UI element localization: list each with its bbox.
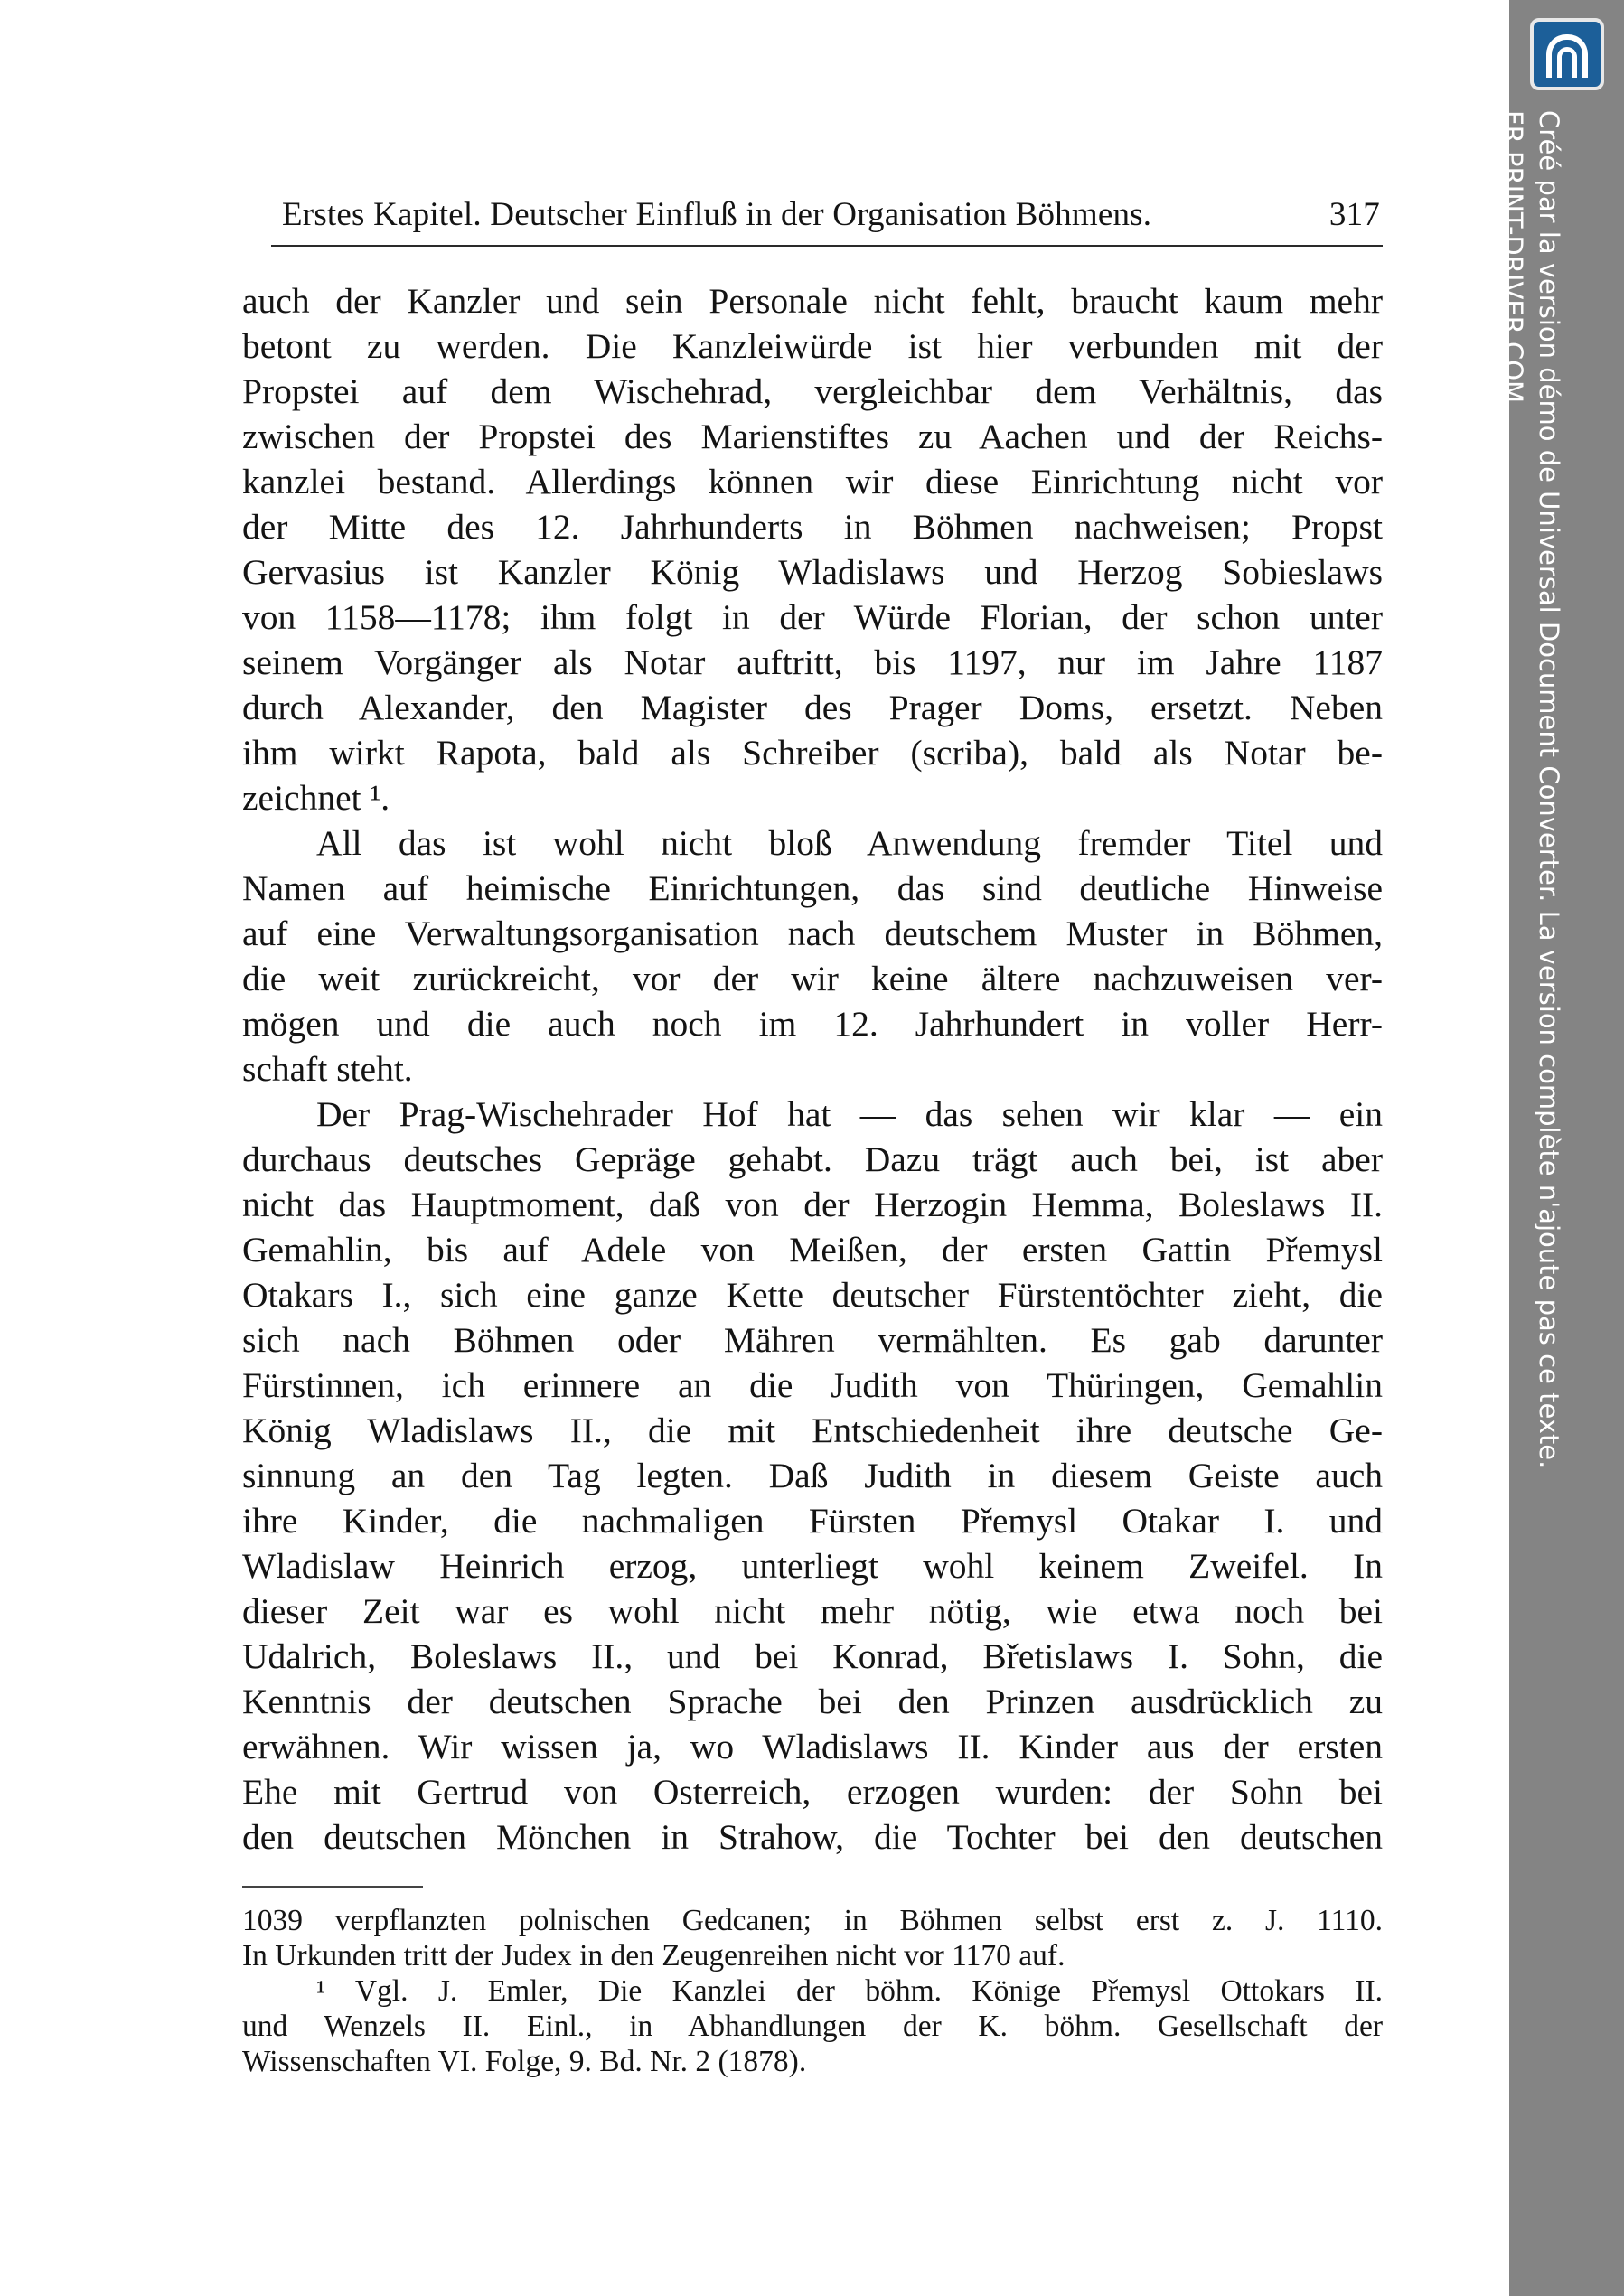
text-line: ihre Kinder, die nachmaligen Fürsten Přemysl Otakar I. und: [242, 1501, 1383, 1541]
page-number: 317: [1328, 196, 1380, 233]
text-line: Ehe mit Gertrud von Osterreich, erzogen wurden: der Sohn bei: [242, 1772, 1383, 1812]
text-line: Fürstinnen, ich erinnere an die Judith von Thüringen, Gemahlin: [242, 1365, 1383, 1405]
text-line: mögen und die auch noch im 12. Jahrhundert in voller Herr-: [242, 1004, 1383, 1044]
text-line: Gemahlin, bis auf Adele von Meißen, der ersten Gattin Přemysl: [242, 1230, 1383, 1270]
watermark-sidebar: [1497, 0, 1624, 2296]
text-line: König Wladislaws II., die mit Entschiedenheit ihre deutsche Ge-: [242, 1410, 1383, 1450]
running-head: [282, 192, 1380, 246]
text-line: auf eine Verwaltungsorganisation nach deutschem Muster in Böhmen,: [242, 914, 1383, 953]
text-line: den deutschen Mönchen in Strahow, die Tochter bei den deutschen: [242, 1817, 1383, 1857]
text-line: dieser Zeit war es wohl nicht mehr nötig, wie etwa noch bei: [242, 1591, 1383, 1631]
text-line: Der Prag-Wischehrader Hof hat — das sehen wir klar — ein: [316, 1094, 1383, 1134]
text-line: durch Alexander, den Magister des Prager Doms, ersetzt. Neben: [242, 688, 1383, 727]
text-line: zeichnet ¹.: [242, 778, 390, 818]
text-line: zwischen der Propstei des Marienstiftes zu Aachen und der Reichs-: [242, 417, 1383, 456]
footnote-line: 1039 verpflanzten polnischen Gedcanen; in Böhmen selbst erst z. J. 1110.: [242, 1904, 1383, 1937]
logo-arch-inner: [1557, 47, 1577, 78]
watermark-line: Créé par la version démo de Universal Document Converter. La version complète n'ajoute pas ce texte.: [1534, 110, 1564, 1469]
chapter-title: Erstes Kapitel. Deutscher Einfluß in der Organisation Böhmens.: [282, 196, 1152, 233]
text-line: ihm wirkt Rapota, bald als Schreiber (scriba), bald als Notar be-: [242, 733, 1383, 773]
universal-document-converter-logo-icon: [1530, 18, 1604, 90]
text-line: betont zu werden. Die Kanzleiwürde ist hier verbunden mit der: [242, 326, 1383, 366]
text-line: die weit zurückreicht, vor der wir keine ältere nachzuweisen ver-: [242, 959, 1383, 998]
text-line: durchaus deutsches Gepräge gehabt. Dazu trägt auch bei, ist aber: [242, 1139, 1383, 1179]
footnotes: [242, 1903, 1383, 2079]
text-line: sinnung an den Tag legten. Daß Judith in diesem Geiste auch: [242, 1456, 1383, 1495]
text-line: All das ist wohl nicht bloß Anwendung fremder Titel und: [316, 823, 1383, 863]
body-text: [242, 278, 1383, 1860]
footnote-line: und Wenzels II. Einl., in Abhandlungen der K. böhm. Gesellschaft der: [242, 2010, 1383, 2043]
text-line: auch der Kanzler und sein Personale nicht fehlt, braucht kaum mehr: [242, 281, 1383, 321]
header-rule: [271, 245, 1383, 247]
text-line: schaft steht.: [242, 1049, 413, 1089]
text-line: Otakars I., sich eine ganze Kette deutscher Fürstentöchter zieht, die: [242, 1275, 1383, 1315]
text-line: sich nach Böhmen oder Mähren vermählten. Es gab darunter: [242, 1320, 1383, 1360]
text-line: Kenntnis der deutschen Sprache bei den Prinzen ausdrücklich zu: [242, 1682, 1383, 1721]
text-line: Udalrich, Boleslaws II., und bei Konrad, Břetislaws I. Sohn, die: [242, 1636, 1383, 1676]
text-line: Wladislaw Heinrich erzog, unterliegt wohl keinem Zweifel. In: [242, 1546, 1383, 1586]
text-line: von 1158—1178; ihm folgt in der Würde Florian, der schon unter: [242, 597, 1383, 637]
text-line: seinem Vorgänger als Notar auftritt, bis 1197, nur im Jahre 1187: [242, 642, 1383, 682]
text-line: Gervasius ist Kanzler König Wladislaws und Herzog Sobieslaws: [242, 552, 1383, 592]
footnote-line: ¹ Vgl. J. Emler, Die Kanzlei der böhm. Könige Přemysl Ottokars II.: [316, 1974, 1383, 2008]
text-line: kanzlei bestand. Allerdings können wir diese Einrichtung nicht vor: [242, 462, 1383, 501]
text-line: nicht das Hauptmoment, daß von der Herzogin Hemma, Boleslaws II.: [242, 1185, 1383, 1224]
text-line: Namen auf heimische Einrichtungen, das sind deutliche Hinweise: [242, 868, 1383, 908]
footnote-rule: [242, 1886, 423, 1888]
text-line: Propstei auf dem Wischehrad, vergleichbar dem Verhältnis, das: [242, 371, 1383, 411]
watermark-url: FR.PRINT-DRIVER.COM: [1497, 110, 1528, 404]
footnote-line: Wissenschaften VI. Folge, 9. Bd. Nr. 2 (1878).: [242, 2045, 807, 2078]
watermark-text: [1495, 110, 1567, 1468]
text-line: erwähnen. Wir wissen ja, wo Wladislaws II. Kinder aus der ersten: [242, 1727, 1383, 1767]
footnote-line: In Urkunden tritt der Judex in den Zeugenreihen nicht vor 1170 auf.: [242, 1939, 1065, 1973]
text-line: der Mitte des 12. Jahrhunderts in Böhmen nachweisen; Propst: [242, 507, 1383, 547]
